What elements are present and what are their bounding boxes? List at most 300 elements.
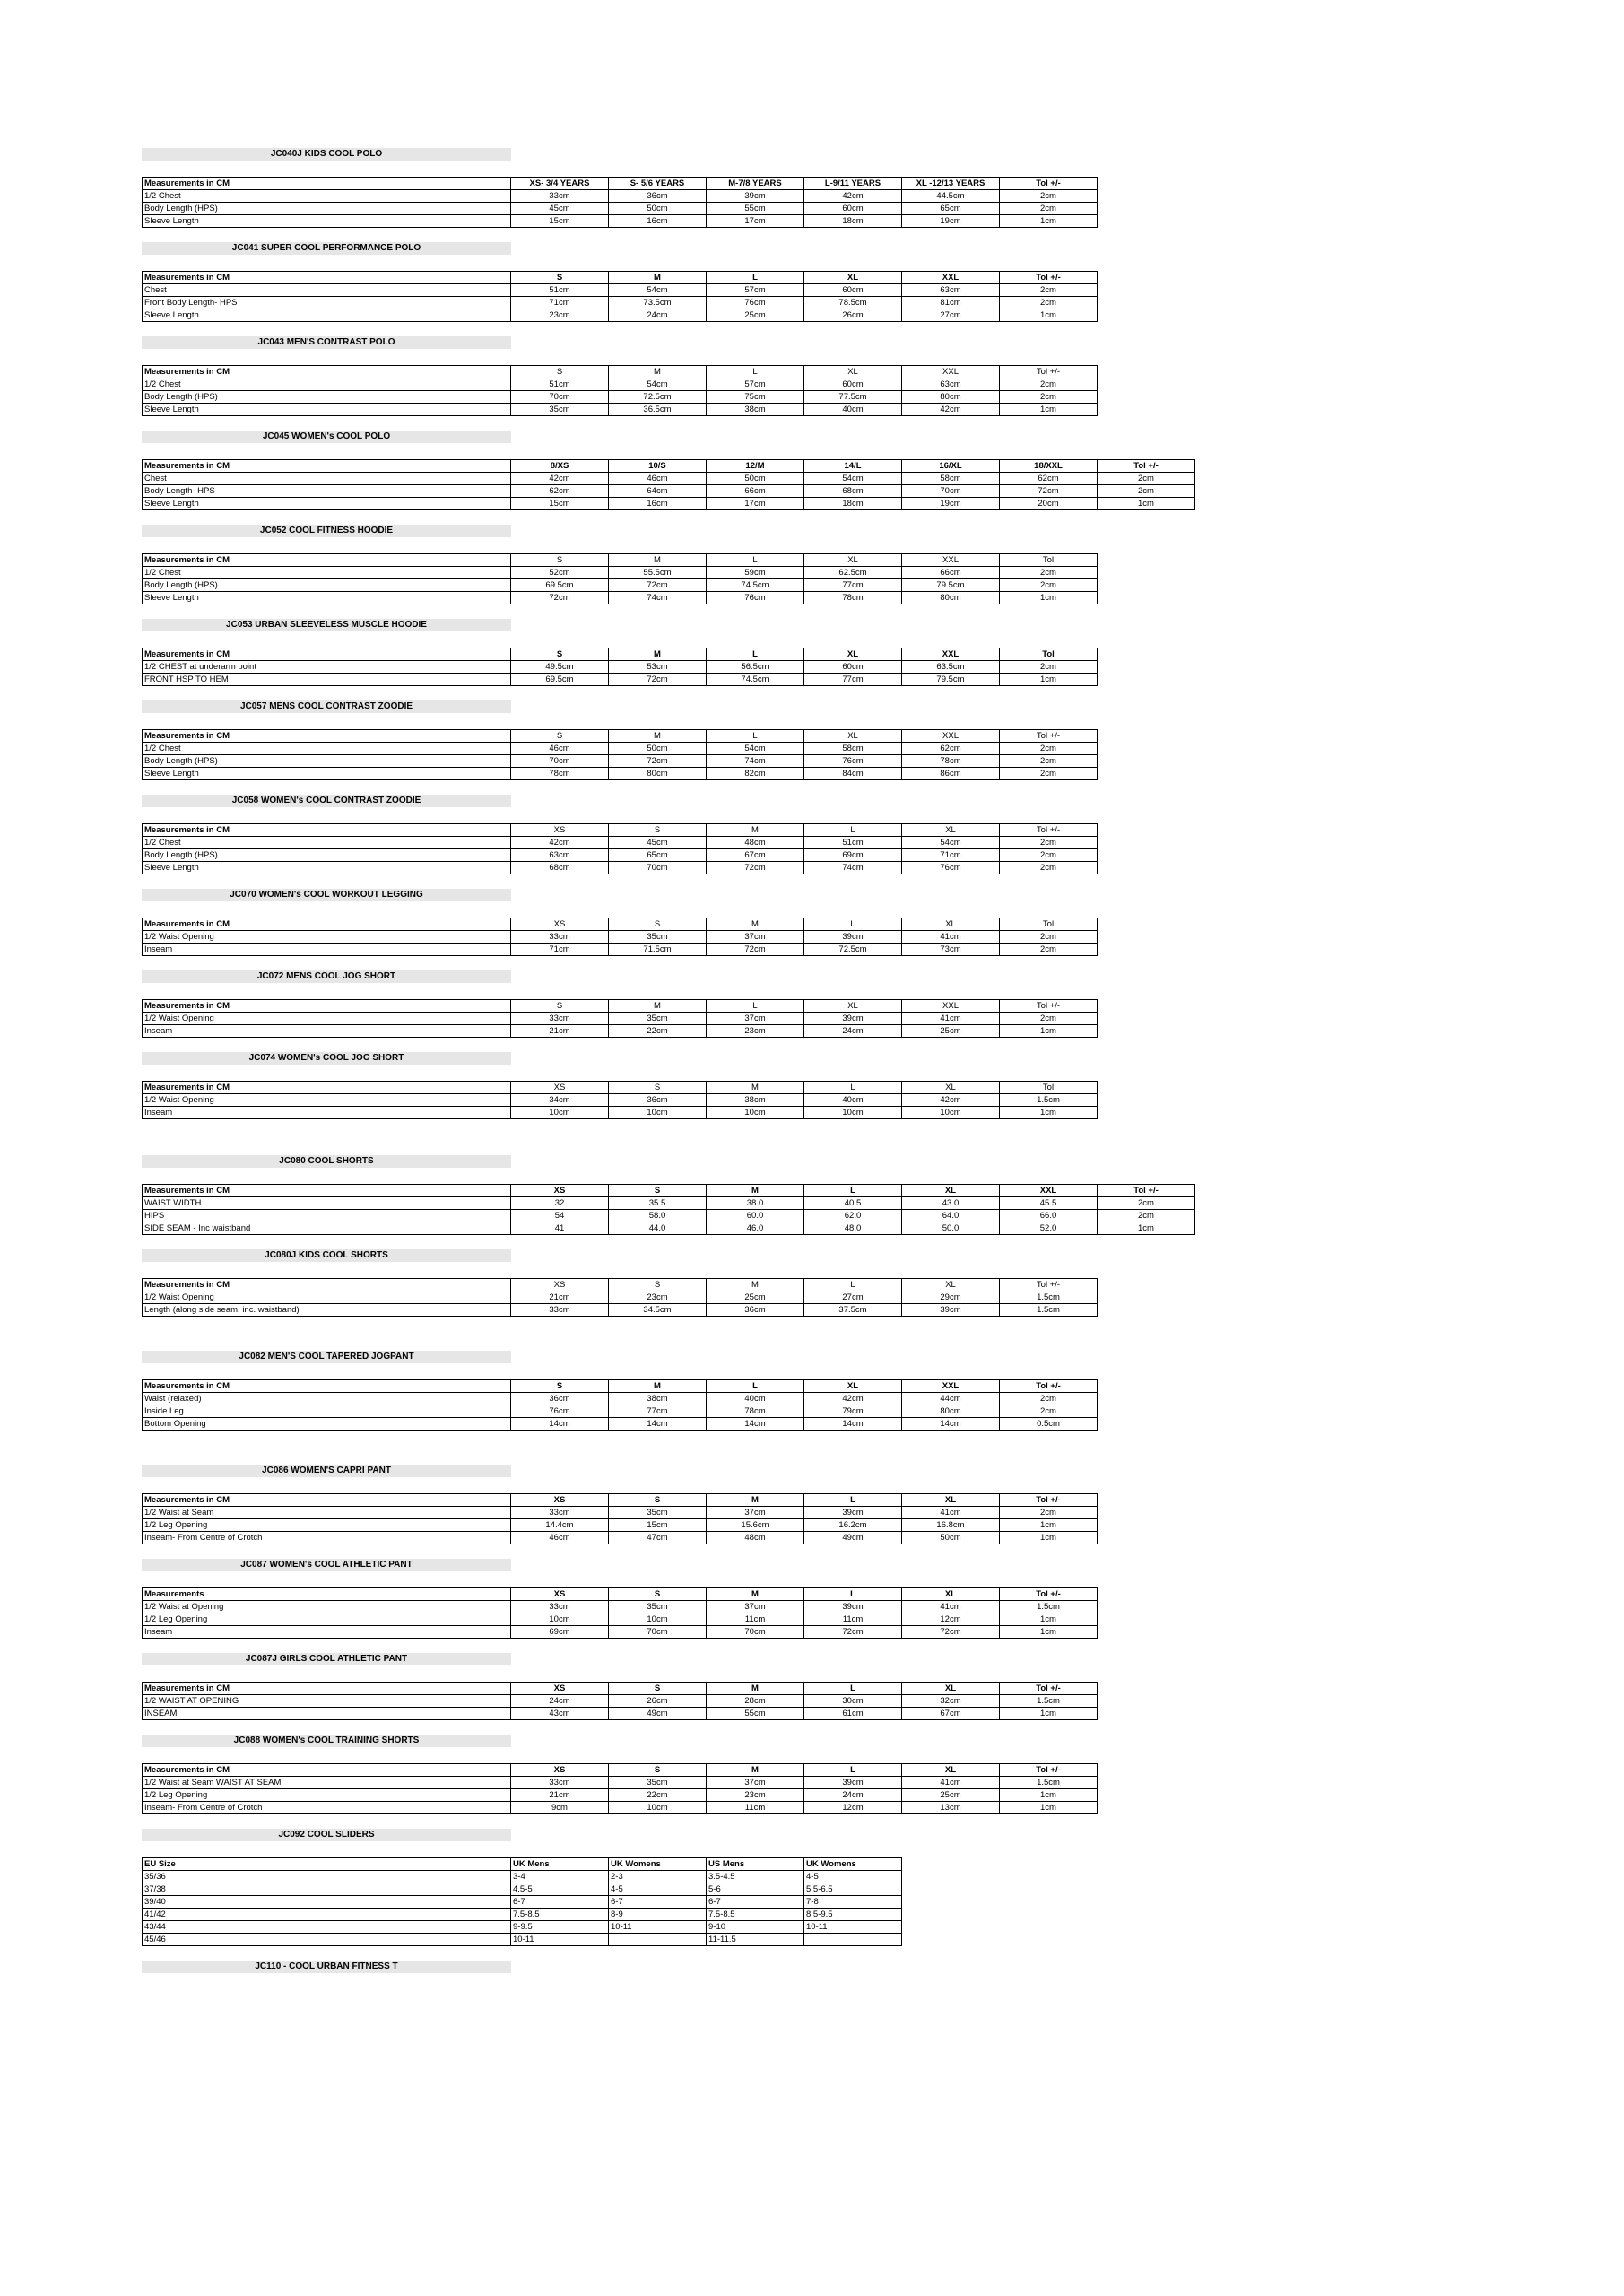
size-cell: 45/46: [143, 1934, 511, 1946]
size-cell: 8.5-9.5: [804, 1909, 902, 1921]
measurement-value-cell: 11cm: [707, 1613, 804, 1626]
table-row: [143, 284, 1098, 297]
measurement-value-cell: 70cm: [609, 1626, 707, 1639]
measurement-value-cell: 12cm: [902, 1613, 1000, 1626]
measurement-value-cell: 30cm: [804, 1695, 902, 1708]
measurement-value-cell: 47cm: [609, 1532, 707, 1544]
measurement-value-cell: 80cm: [902, 391, 1000, 404]
measurement-value-cell: 42cm: [804, 190, 902, 203]
table-header-row: [143, 1588, 1098, 1601]
measurement-value-cell: 40.5: [804, 1197, 902, 1210]
measurement-label-cell: Sleeve Length: [143, 498, 511, 510]
table-header-row: [143, 366, 1098, 378]
header-size-cell: L: [804, 1494, 902, 1507]
size-table-4: [142, 553, 1098, 604]
size-cell: [804, 1934, 902, 1946]
measurement-value-cell: 18cm: [804, 498, 902, 510]
measurement-value-cell: 10cm: [804, 1107, 902, 1119]
table-row: [143, 1802, 1098, 1814]
measurement-value-cell: 46.0: [707, 1222, 804, 1235]
measurement-value-cell: 40cm: [804, 404, 902, 416]
measurement-value-cell: 10cm: [609, 1613, 707, 1626]
header-size-cell: S- 5/6 YEARS: [609, 178, 707, 190]
size-cell: 3-4: [511, 1871, 609, 1883]
size-cell: 41/42: [143, 1909, 511, 1921]
measurement-value-cell: 37cm: [707, 1777, 804, 1789]
section-title-sec-6: [142, 700, 511, 713]
table-row: [143, 485, 1195, 498]
table-row: [143, 931, 1098, 944]
header-size-cell: M: [609, 1380, 707, 1393]
measurement-value-cell: 1.5cm: [1000, 1601, 1098, 1613]
header-size-cell: S: [511, 1380, 609, 1393]
measurement-value-cell: 66cm: [707, 485, 804, 498]
measurement-value-cell: 1cm: [1098, 498, 1195, 510]
section-title-text: JC074 WOMEN's COOL JOG SHORT: [248, 1053, 404, 1063]
size-table-15: [142, 1587, 1098, 1639]
measurement-label-cell: Sleeve Length: [143, 592, 511, 604]
size-cell: 4-5: [609, 1883, 707, 1896]
measurement-value-cell: 2cm: [1000, 391, 1098, 404]
table-row: [143, 378, 1098, 391]
measurement-label-cell: Body Length (HPS): [143, 579, 511, 592]
measurement-value-cell: 46cm: [511, 743, 609, 755]
measurement-value-cell: 53cm: [609, 661, 707, 674]
measurement-value-cell: 70cm: [511, 755, 609, 768]
measurement-value-cell: 75cm: [707, 391, 804, 404]
measurement-value-cell: 74cm: [804, 862, 902, 874]
header-size-cell: S: [609, 918, 707, 931]
measurement-value-cell: 58cm: [804, 743, 902, 755]
header-size-cell: 18/XXL: [1000, 460, 1098, 473]
header-size-cell: XL: [902, 1082, 1000, 1094]
measurement-value-cell: 17cm: [707, 215, 804, 228]
header-size-cell: XS: [511, 824, 609, 837]
size-table-9: [142, 999, 1098, 1038]
header-size-cell: XL: [902, 1588, 1000, 1601]
header-size-cell: XL -12/13 YEARS: [902, 178, 1000, 190]
table-row: [143, 404, 1098, 416]
header-label-cell: Measurements in CM: [143, 918, 511, 931]
measurement-value-cell: 33cm: [511, 1777, 609, 1789]
header-size-cell: Tol +/-: [1000, 730, 1098, 743]
measurement-value-cell: 33cm: [511, 1507, 609, 1519]
measurement-label-cell: 1/2 Waist at Seam: [143, 1507, 511, 1519]
size-cell: 43/44: [143, 1921, 511, 1934]
measurement-value-cell: 36cm: [511, 1393, 609, 1405]
table-header-row: [143, 1380, 1098, 1393]
header-label-cell: Measurements in CM: [143, 460, 511, 473]
measurement-value-cell: 73cm: [902, 944, 1000, 956]
measurement-value-cell: 54cm: [707, 743, 804, 755]
measurement-value-cell: 61cm: [804, 1708, 902, 1720]
measurement-value-cell: 72cm: [609, 674, 707, 686]
table-row: [143, 215, 1098, 228]
header-size-cell: S: [609, 1185, 707, 1197]
size-table-6: [142, 729, 1098, 780]
measurement-label-cell: Inseam: [143, 1025, 511, 1038]
table-row: [143, 1777, 1098, 1789]
section-title-sec-16: [142, 1653, 511, 1665]
table-row: [143, 1934, 902, 1946]
measurement-value-cell: 1cm: [1000, 1708, 1098, 1720]
measurement-value-cell: 70cm: [902, 485, 1000, 498]
measurement-value-cell: 24cm: [804, 1789, 902, 1802]
measurement-value-cell: 39cm: [804, 1777, 902, 1789]
measurement-label-cell: Bottom Opening: [143, 1418, 511, 1431]
table-row: [143, 567, 1098, 579]
section-title-text: JC072 MENS COOL JOG SHORT: [256, 971, 396, 981]
measurement-value-cell: 39cm: [804, 1013, 902, 1025]
table-row: [143, 1393, 1098, 1405]
measurement-value-cell: 77.5cm: [804, 391, 902, 404]
header-size-cell: 12/M: [707, 460, 804, 473]
table-row: [143, 1197, 1195, 1210]
header-label-cell: Measurements in CM: [143, 1380, 511, 1393]
measurement-value-cell: 2cm: [1000, 297, 1098, 309]
header-size-cell: L: [707, 648, 804, 661]
measurement-value-cell: 52cm: [511, 567, 609, 579]
measurement-value-cell: 1.5cm: [1000, 1292, 1098, 1304]
measurement-value-cell: 25cm: [707, 309, 804, 322]
measurement-value-cell: 2cm: [1000, 1405, 1098, 1418]
measurement-value-cell: 48cm: [707, 1532, 804, 1544]
section-title-last: [142, 1961, 511, 1973]
measurement-value-cell: 15cm: [511, 215, 609, 228]
measurement-value-cell: 24cm: [804, 1025, 902, 1038]
size-table-7: [142, 823, 1098, 874]
header-size-cell: XXL: [902, 272, 1000, 284]
header-size-cell: XS: [511, 1494, 609, 1507]
measurement-value-cell: 14cm: [804, 1418, 902, 1431]
header-size-cell: XL: [902, 1185, 1000, 1197]
measurement-label-cell: 1/2 CHEST at underarm point: [143, 661, 511, 674]
measurement-value-cell: 78cm: [902, 755, 1000, 768]
measurement-value-cell: 37cm: [707, 931, 804, 944]
size-table-11: [142, 1184, 1195, 1235]
measurement-value-cell: 72.5cm: [804, 944, 902, 956]
measurement-value-cell: 2cm: [1000, 1393, 1098, 1405]
header-size-cell: M: [707, 1279, 804, 1292]
measurement-label-cell: Inseam: [143, 1107, 511, 1119]
measurement-value-cell: 35.5: [609, 1197, 707, 1210]
measurement-label-cell: 1/2 Leg Opening: [143, 1789, 511, 1802]
measurement-value-cell: 69.5cm: [511, 579, 609, 592]
measurement-value-cell: 2cm: [1000, 567, 1098, 579]
measurement-value-cell: 27cm: [804, 1292, 902, 1304]
measurement-value-cell: 42cm: [902, 1094, 1000, 1107]
measurement-value-cell: 32cm: [902, 1695, 1000, 1708]
header-size-cell: M: [707, 918, 804, 931]
header-size-cell: XL: [804, 1000, 902, 1013]
table-header-row: [143, 554, 1098, 567]
header-label-cell: Measurements in CM: [143, 1279, 511, 1292]
size-table-5: [142, 648, 1098, 686]
measurement-value-cell: 50cm: [902, 1532, 1000, 1544]
measurement-value-cell: 39cm: [804, 1507, 902, 1519]
header-size-cell: M: [707, 1082, 804, 1094]
measurement-value-cell: 2cm: [1000, 378, 1098, 391]
table-header-row: [143, 1185, 1195, 1197]
measurement-value-cell: 60.0: [707, 1210, 804, 1222]
measurement-value-cell: 1.5cm: [1000, 1695, 1098, 1708]
section-title-sec-10: [142, 1052, 511, 1065]
section-title-text: JC041 SUPER COOL PERFORMANCE POLO: [231, 243, 421, 253]
measurement-value-cell: 41cm: [902, 1601, 1000, 1613]
table-row: [143, 849, 1098, 862]
measurement-label-cell: 1/2 Waist at Seam WAIST AT SEAM: [143, 1777, 511, 1789]
measurement-value-cell: 80cm: [609, 768, 707, 780]
measurement-value-cell: 41cm: [902, 1777, 1000, 1789]
measurement-label-cell: 1/2 Chest: [143, 190, 511, 203]
header-size-cell: S: [609, 1683, 707, 1695]
measurement-value-cell: 21cm: [511, 1292, 609, 1304]
measurement-value-cell: 36cm: [707, 1304, 804, 1317]
measurement-value-cell: 76cm: [707, 297, 804, 309]
measurement-value-cell: 40cm: [804, 1094, 902, 1107]
measurement-value-cell: 33cm: [511, 1013, 609, 1025]
header-size-cell: S: [609, 1082, 707, 1094]
table-row: [143, 1532, 1098, 1544]
header-size-cell: XS: [511, 1764, 609, 1777]
measurement-value-cell: 2cm: [1000, 768, 1098, 780]
measurement-label-cell: Inside Leg: [143, 1405, 511, 1418]
measurement-label-cell: Length (along side seam, inc. waistband): [143, 1304, 511, 1317]
header-size-cell: Tol +/-: [1000, 1588, 1098, 1601]
section-title-sec-0: [142, 148, 511, 161]
table-row: [143, 1871, 902, 1883]
section-title-text: JC057 MENS COOL CONTRAST ZOODIE: [239, 701, 413, 711]
header-size-cell: L-9/11 YEARS: [804, 178, 902, 190]
measurement-value-cell: 16cm: [609, 215, 707, 228]
measurement-value-cell: 1cm: [1000, 592, 1098, 604]
measurement-value-cell: 26cm: [609, 1695, 707, 1708]
header-size-cell: Tol +/-: [1098, 460, 1195, 473]
header-label-cell: Measurements in CM: [143, 824, 511, 837]
measurement-value-cell: 67cm: [902, 1708, 1000, 1720]
section-title-text: JC043 MEN'S CONTRAST POLO: [257, 337, 395, 347]
measurement-value-cell: 35cm: [609, 1777, 707, 1789]
measurement-value-cell: 41: [511, 1222, 609, 1235]
size-table-10: [142, 1081, 1098, 1119]
measurement-label-cell: 1/2 Waist Opening: [143, 931, 511, 944]
measurement-value-cell: 38cm: [707, 404, 804, 416]
header-size-cell: Tol +/-: [1000, 1494, 1098, 1507]
header-size-cell: XS: [511, 1588, 609, 1601]
size-cell: 5.5-6.5: [804, 1883, 902, 1896]
section-title-sec-11: [142, 1155, 511, 1168]
table-row: [143, 837, 1098, 849]
section-title-sec-12: [142, 1249, 511, 1262]
measurement-value-cell: 1cm: [1000, 1519, 1098, 1532]
measurement-value-cell: 24cm: [511, 1695, 609, 1708]
header-size-cell: L: [707, 1000, 804, 1013]
measurement-value-cell: 19cm: [902, 498, 1000, 510]
measurement-value-cell: 2cm: [1098, 1197, 1195, 1210]
measurement-value-cell: 14.4cm: [511, 1519, 609, 1532]
header-size-cell: S: [609, 1588, 707, 1601]
header-size-cell: M: [609, 648, 707, 661]
measurement-value-cell: 72cm: [707, 944, 804, 956]
header-size-cell: M-7/8 YEARS: [707, 178, 804, 190]
measurement-value-cell: 58cm: [902, 473, 1000, 485]
measurement-value-cell: 76cm: [804, 755, 902, 768]
size-cell: 3.5-4.5: [707, 1871, 804, 1883]
measurement-value-cell: 20cm: [1000, 498, 1098, 510]
measurement-value-cell: 38.0: [707, 1197, 804, 1210]
table-row: [143, 592, 1098, 604]
measurement-label-cell: HIPS: [143, 1210, 511, 1222]
measurement-value-cell: 29cm: [902, 1292, 1000, 1304]
measurement-value-cell: 25cm: [902, 1789, 1000, 1802]
table-row: [143, 674, 1098, 686]
section-title-sec-7: [142, 795, 511, 807]
header-size-cell: XS- 3/4 YEARS: [511, 178, 609, 190]
size-cell: 10-11: [804, 1921, 902, 1934]
header-size-cell: Tol: [1000, 554, 1098, 567]
measurement-label-cell: Inseam: [143, 1626, 511, 1639]
section-title-sec-8: [142, 889, 511, 901]
header-size-cell: L: [804, 1683, 902, 1695]
measurement-value-cell: 54cm: [902, 837, 1000, 849]
header-size-cell: M: [609, 366, 707, 378]
measurement-value-cell: 69cm: [804, 849, 902, 862]
header-label-cell: Measurements in CM: [143, 366, 511, 378]
header-label-cell: Measurements in CM: [143, 1683, 511, 1695]
header-size-cell: M: [609, 1000, 707, 1013]
section-title-text: JC086 WOMEN'S CAPRI PANT: [262, 1465, 391, 1475]
header-size-cell: XXL: [902, 648, 1000, 661]
header-size-cell: L: [804, 1185, 902, 1197]
header-size-cell: XL: [804, 648, 902, 661]
measurement-value-cell: 79.5cm: [902, 674, 1000, 686]
measurement-value-cell: 74.5cm: [707, 674, 804, 686]
measurement-value-cell: 43cm: [511, 1708, 609, 1720]
measurement-value-cell: 1cm: [1000, 1789, 1098, 1802]
measurement-value-cell: 10cm: [902, 1107, 1000, 1119]
size-cell: 9-10: [707, 1921, 804, 1934]
header-size-cell: S: [609, 1494, 707, 1507]
measurement-value-cell: 1cm: [1000, 404, 1098, 416]
header-label-cell: Measurements in CM: [143, 178, 511, 190]
header-size-cell: Tol +/-: [1098, 1185, 1195, 1197]
measurement-value-cell: 78.5cm: [804, 297, 902, 309]
header-size-cell: S: [511, 730, 609, 743]
measurement-value-cell: 54cm: [804, 473, 902, 485]
table-row: [143, 1107, 1098, 1119]
measurement-value-cell: 33cm: [511, 1304, 609, 1317]
measurement-label-cell: Inseam- From Centre of Crotch: [143, 1802, 511, 1814]
measurement-value-cell: 68cm: [804, 485, 902, 498]
table-row: [143, 579, 1098, 592]
measurement-label-cell: 1/2 Waist Opening: [143, 1094, 511, 1107]
measurement-value-cell: 38cm: [609, 1393, 707, 1405]
measurement-value-cell: 60cm: [804, 378, 902, 391]
measurement-value-cell: 72cm: [902, 1626, 1000, 1639]
measurement-value-cell: 69.5cm: [511, 674, 609, 686]
table-row: [143, 1789, 1098, 1802]
measurement-value-cell: 2cm: [1098, 1210, 1195, 1222]
header-size-cell: S: [511, 648, 609, 661]
measurement-value-cell: 2cm: [1000, 579, 1098, 592]
table-row: [143, 1304, 1098, 1317]
header-size-cell: 16/XL: [902, 460, 1000, 473]
header-size-cell: XL: [902, 1279, 1000, 1292]
measurement-value-cell: 35cm: [609, 931, 707, 944]
table-row: [143, 1921, 902, 1934]
measurement-value-cell: 52.0: [1000, 1222, 1098, 1235]
section-title-text: JC110 - COOL URBAN FITNESS T: [255, 1961, 398, 1971]
header-size-cell: L: [804, 1764, 902, 1777]
measurement-label-cell: 1/2 WAIST AT OPENING: [143, 1695, 511, 1708]
measurement-value-cell: 36.5cm: [609, 404, 707, 416]
table-row: [143, 1613, 1098, 1626]
section-title-text: JC045 WOMEN's COOL POLO: [262, 431, 391, 441]
measurement-value-cell: 35cm: [609, 1601, 707, 1613]
table-row: [143, 203, 1098, 215]
header-size-cell: XL: [804, 272, 902, 284]
table-row: [143, 1210, 1195, 1222]
header-label-cell: Measurements in CM: [143, 730, 511, 743]
measurement-value-cell: 57cm: [707, 284, 804, 297]
measurement-value-cell: 21cm: [511, 1025, 609, 1038]
header-label-cell: Measurements in CM: [143, 554, 511, 567]
measurement-label-cell: Front Body Length- HPS: [143, 297, 511, 309]
size-table-13: [142, 1379, 1098, 1431]
measurement-value-cell: 26cm: [804, 309, 902, 322]
header-label-cell: Measurements in CM: [143, 648, 511, 661]
section-title-text: JC040J KIDS COOL POLO: [270, 149, 383, 159]
measurement-label-cell: 1/2 Waist Opening: [143, 1292, 511, 1304]
header-size-cell: M: [707, 1494, 804, 1507]
measurement-label-cell: FRONT HSP TO HEM: [143, 674, 511, 686]
header-size-cell: S: [609, 1764, 707, 1777]
table-row: [143, 1626, 1098, 1639]
measurement-value-cell: 39cm: [804, 931, 902, 944]
header-size-cell: M: [707, 1185, 804, 1197]
measurement-value-cell: 1cm: [1000, 1626, 1098, 1639]
measurement-value-cell: 25cm: [707, 1292, 804, 1304]
measurement-value-cell: 10cm: [511, 1613, 609, 1626]
size-cell: 7-8: [804, 1896, 902, 1909]
section-title-sec-17: [142, 1735, 511, 1747]
measurement-value-cell: 37cm: [707, 1507, 804, 1519]
measurement-value-cell: 51cm: [804, 837, 902, 849]
header-cell: UK Womens: [804, 1858, 902, 1871]
measurement-value-cell: 55.5cm: [609, 567, 707, 579]
measurement-label-cell: Body Length (HPS): [143, 203, 511, 215]
measurement-value-cell: 45.5: [1000, 1197, 1098, 1210]
measurement-value-cell: 63.5cm: [902, 661, 1000, 674]
measurement-value-cell: 50.0: [902, 1222, 1000, 1235]
measurement-value-cell: 14cm: [511, 1418, 609, 1431]
measurement-value-cell: 16cm: [609, 498, 707, 510]
measurement-value-cell: 76cm: [511, 1405, 609, 1418]
table-row: [143, 768, 1098, 780]
measurement-value-cell: 66.0: [1000, 1210, 1098, 1222]
measurement-value-cell: 2cm: [1000, 931, 1098, 944]
measurement-value-cell: 50cm: [609, 203, 707, 215]
header-cell: US Mens: [707, 1858, 804, 1871]
measurement-value-cell: 72cm: [1000, 485, 1098, 498]
table-row: [143, 1405, 1098, 1418]
measurement-value-cell: 82cm: [707, 768, 804, 780]
header-size-cell: S: [511, 554, 609, 567]
spacer: [142, 1134, 1200, 1155]
size-table-0: [142, 177, 1098, 228]
size-cell: 2-3: [609, 1871, 707, 1883]
measurement-label-cell: 1/2 Waist at Opening: [143, 1601, 511, 1613]
